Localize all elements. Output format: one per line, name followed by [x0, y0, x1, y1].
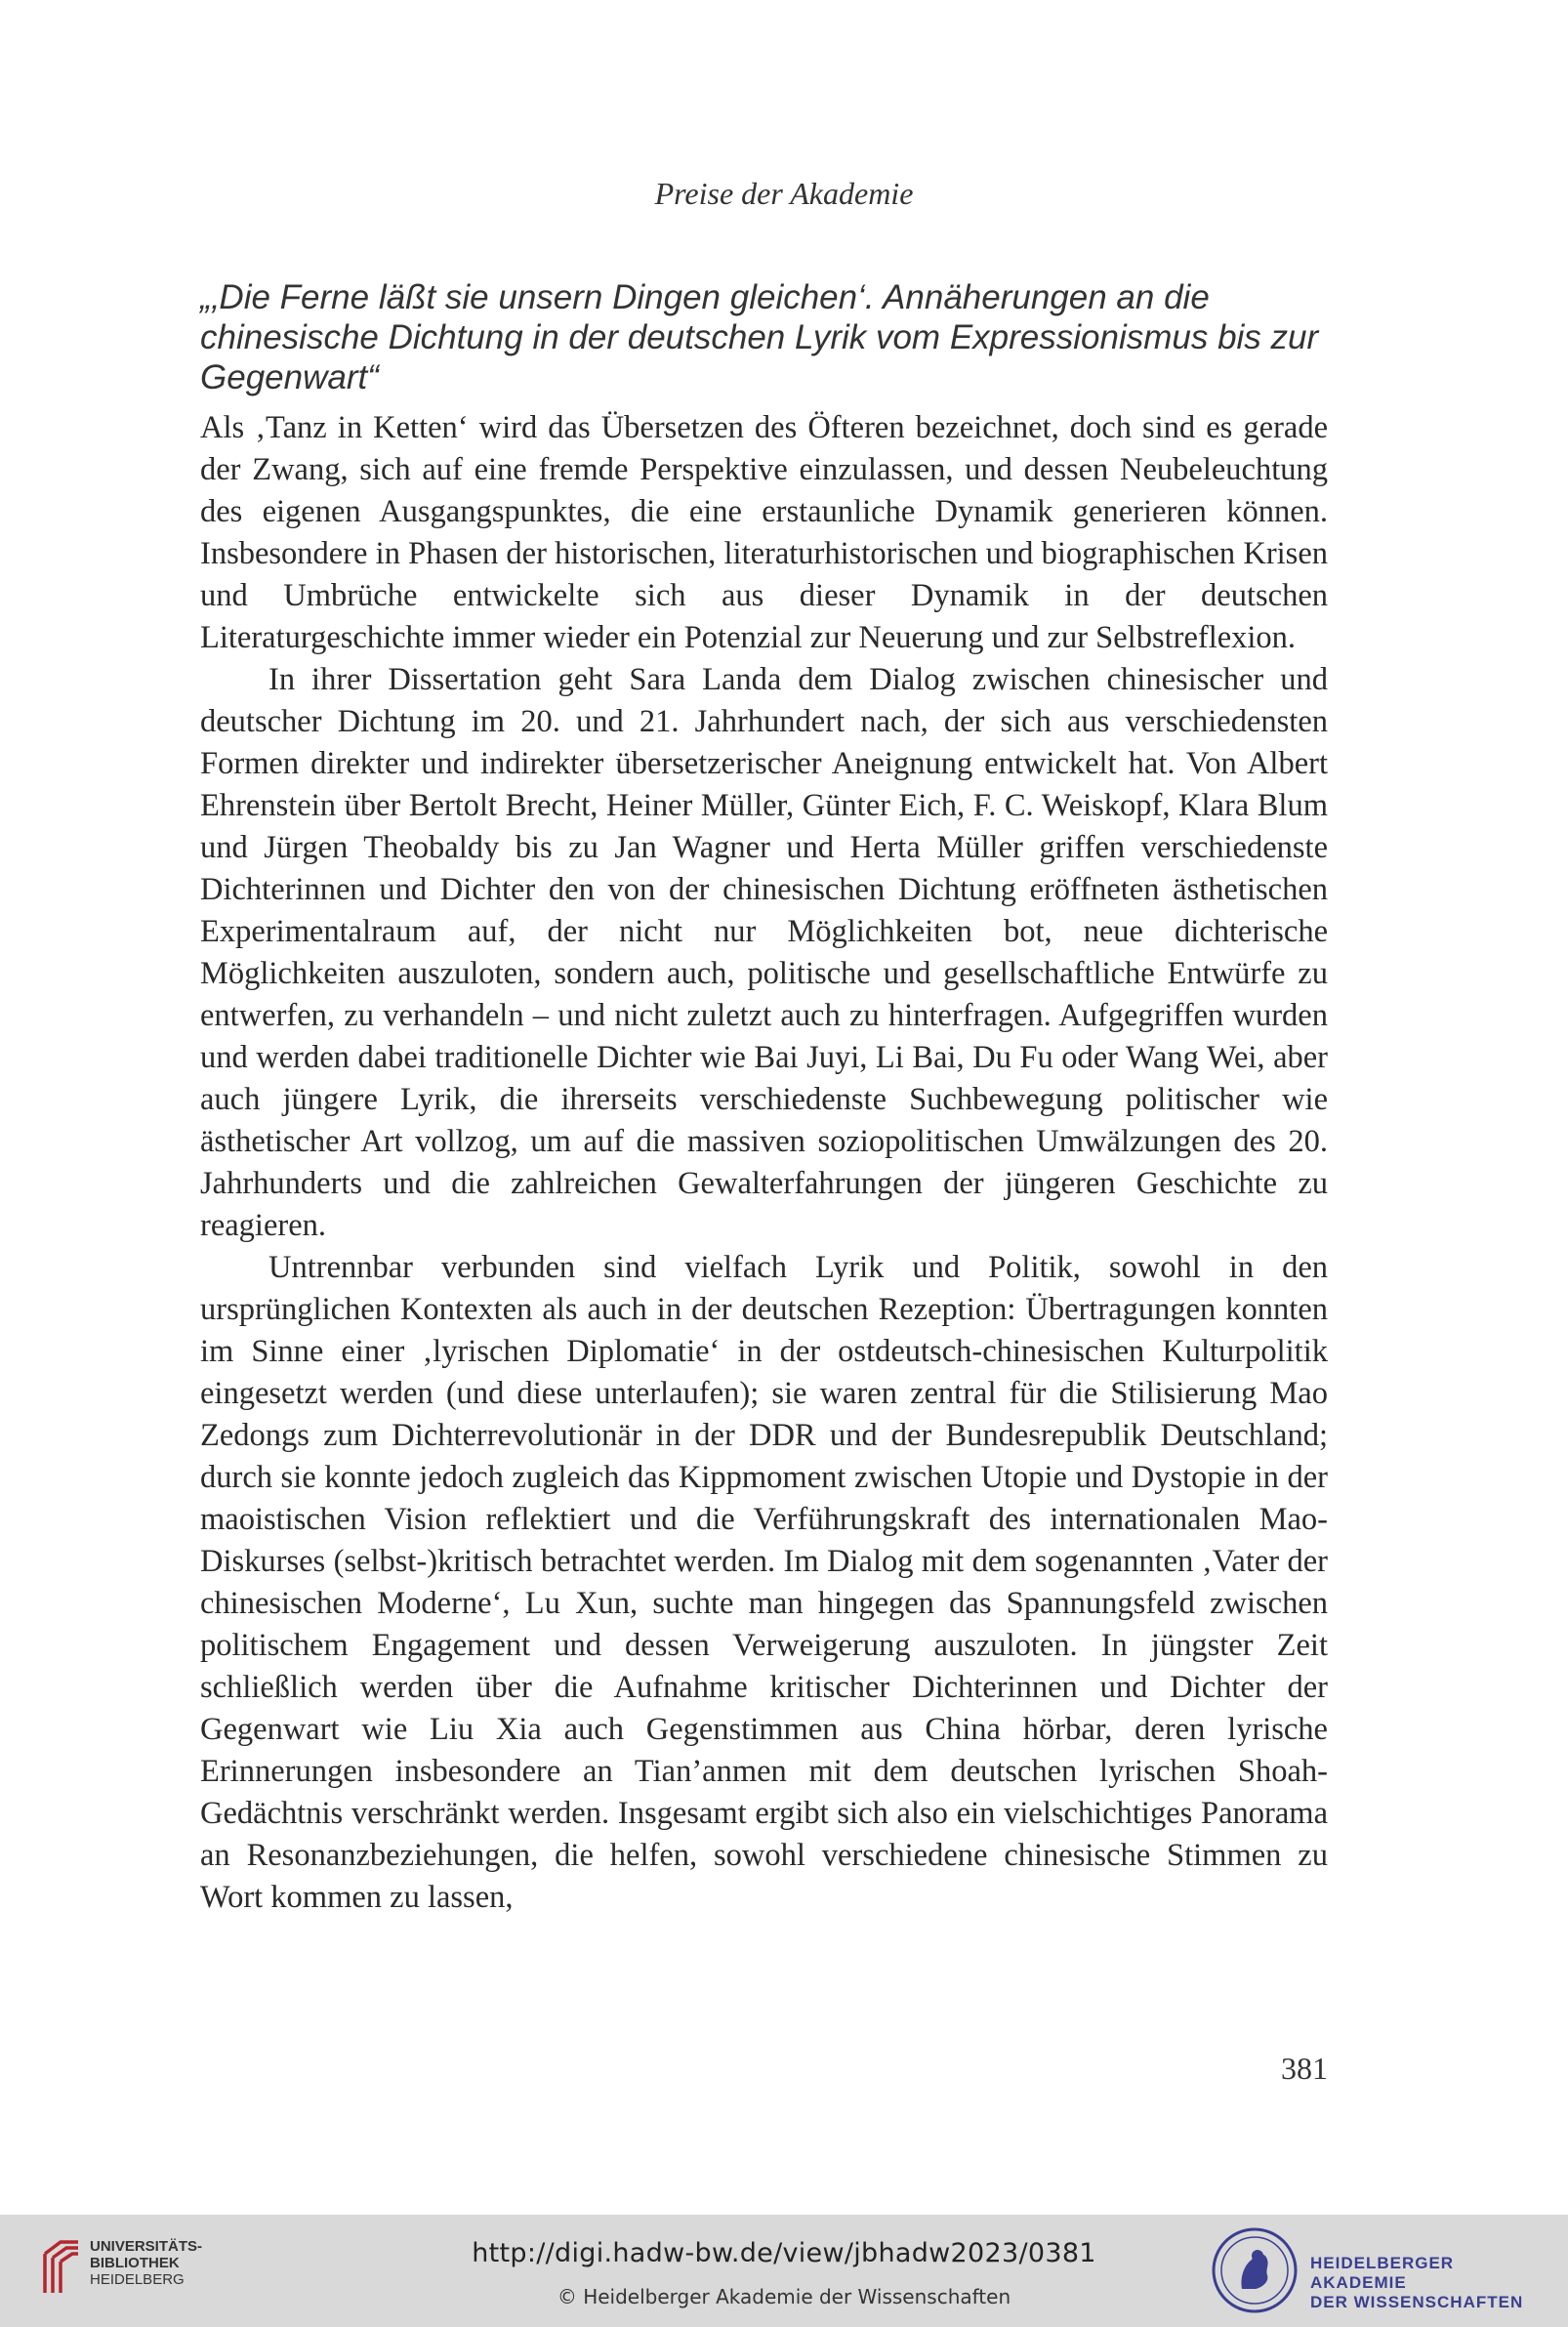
ub-line-3: HEIDELBERG	[90, 2271, 185, 2288]
hadw-logo[interactable]	[1211, 2226, 1543, 2314]
running-head: Preise der Akademie	[654, 176, 914, 211]
academy-seal-icon	[1211, 2226, 1299, 2314]
hadw-line-2: DER WISSENSCHAFTEN	[1310, 2293, 1524, 2311]
paragraph-1: Als ‚Tanz in Ketten‘ wird das Übersetzen des Öfteren bezeichnet, doch sind es gerade der Zwang, sich auf eine fremde Perspektive einzulassen, und dessen Neubeleuchtung des eigenen Ausgangspunktes, die eine erstaunliche Dynamik generieren können. Insbesondere in Phasen der historischen, literaturhistorischen und biographischen Krisen und Umbrüche entwickelte sich aus dieser Dynamik in der deutschen Literaturgeschichte immer wieder ein Potenzial zur Neuerung und zur Selbstreflexion.	[200, 410, 1328, 655]
footer-banner	[0, 2215, 1568, 2327]
page-number: 381	[1281, 2051, 1328, 2086]
footer-url-link[interactable]: http://digi.hadw-bw.de/view/jbhadw2023/0381	[472, 2238, 1096, 2268]
hadw-logo-text	[1310, 2254, 1543, 2312]
ub-line-1: UNIVERSITÄTS-	[90, 2238, 203, 2255]
paragraph-3: Untrennbar verbunden sind vielfach Lyrik und Politik, sowohl in den ursprünglichen Kontexten als auch in der deutschen Rezeption: Übertragungen konnten im Sinne einer ‚lyrischen Diplomatie‘ in der ostdeutsch-chinesischen Kulturpolitik eingesetzt werden (und diese unterlaufen); sie waren zentral für die Stilisierung Mao Zedongs zum Dichterrevolutionär in der DDR und der Bundesrepublik Deutschland; durch sie konnte jedoch zugleich das Kippmoment zwischen Utopie und Dystopie in der maoistischen Vision reflektiert und die Verführungskraft des internationalen Mao-Diskurses (selbst-)kritisch betrachtet werden. Im Dialog mit dem sogenannten ‚Vater der chinesischen Moderne‘, Lu Xun, suchte man hingegen das Spannungsfeld zwischen politischem Engagement und dessen Verweigerung auszuloten. In jüngster Zeit schließlich werden über die Aufnahme kritischer Dichterinnen und Dichter der Gegenwart wie Liu Xia auch Gegenstimmen aus China hörbar, deren lyrische Erinnerungen insbesondere an Tian’anmen mit dem deutschen lyrischen Shoah-Gedächtnis verschränkt werden. Insgesamt ergibt sich also ein vielschichtiges Panorama an Resonanzbeziehungen, die helfen, sowohl verschiedene chinesische Stimmen zu Wort kommen zu lassen,	[200, 1250, 1328, 1915]
paragraph-2: In ihrer Dissertation geht Sara Landa dem Dialog zwischen chinesischer und deutscher Dichtung im 20. und 21. Jahrhundert nach, der sich aus verschiedensten Formen direkter und indirekter übersetzerischer Aneignung entwickelt hat. Von Albert Ehrenstein über Bertolt Brecht, Heiner Müller, Günter Eich, F. C. Weiskopf, Klara Blum und Jürgen Theobaldy bis zu Jan Wagner und Herta Müller griffen verschiedenste Dichterinnen und Dichter den von der chinesischen Dichtung eröffneten ästhetischen Experimentalraum auf, der nicht nur Möglichkeiten bot, neue dichterische Möglichkeiten auszuloten, sondern auch, politische und gesellschaftliche Entwürfe zu entwerfen, zu verhandeln – und nicht zuletzt auch zu hinterfragen. Aufgegriffen wurden und werden dabei traditionelle Dichter wie Bai Juyi, Li Bai, Du Fu oder Wang Wei, aber auch jüngere Lyrik, die ihrerseits verschiedenste Suchbewegung politischer wie ästhetischer Art vollzog, um auf die massiven soziopolitischen Umwälzungen des 20. Jahrhunderts und die zahlreichen Gewalterfahrungen der jüngeren Geschichte zu reagieren.	[200, 662, 1328, 1243]
text-block	[200, 277, 1328, 1919]
ub-line-2: BIBLIOTHEK	[90, 2255, 180, 2271]
article-title: „‚Die Ferne läßt sie unsern Dingen gleichen‘. Annäherungen an die chinesische Dichtung in der deutschen Lyrik vom Expressionismus bis zur Gegenwart“	[200, 278, 1319, 396]
footer-copyright: © Heidelberger Akademie der Wissenschaften	[557, 2285, 1011, 2308]
hadw-line-1: HEIDELBERGER AKADEMIE	[1310, 2254, 1455, 2292]
